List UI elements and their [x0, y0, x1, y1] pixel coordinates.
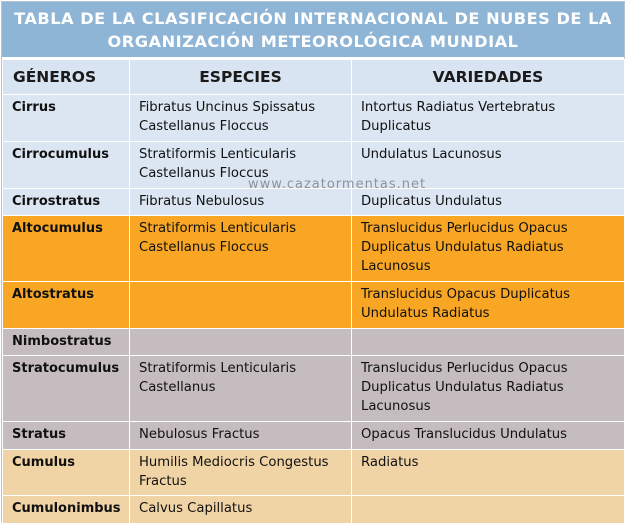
genus-cell: Nimbostratus [3, 329, 130, 356]
varieties-cell: Opacus Translucidus Undulatus [352, 422, 625, 450]
species-cell: Stratiformis Lenticularis Castellanus Floccus [130, 142, 352, 189]
table-row [3, 450, 625, 496]
genus-cell: Cumulus [3, 450, 130, 496]
species-cell: Fibratus Nebulosus [130, 189, 352, 216]
genus-cell: Cumulonimbus [3, 496, 130, 524]
genus-cell: Altostratus [3, 282, 130, 329]
table-row [3, 329, 625, 356]
varieties-cell [352, 496, 625, 524]
table-row [3, 356, 625, 422]
genus-cell: Cirrocumulus [3, 142, 130, 189]
genus-cell: Altocumulus [3, 216, 130, 282]
header-row [3, 60, 625, 95]
watermark-text: www.cazatormentas.net [248, 177, 427, 192]
table-title [2, 2, 624, 59]
varieties-cell: Translucidus Perlucidus Opacus Duplicatus Undulatus Radiatus Lacunosus [352, 356, 625, 422]
header-genus: GÉNEROS [3, 60, 130, 95]
species-cell: Humilis Mediocris Congestus Fractus [130, 450, 352, 496]
varieties-cell: Intortus Radiatus Vertebratus Duplicatus [352, 95, 625, 142]
varieties-cell: Translucidus Opacus Duplicatus Undulatus Radiatus [352, 282, 625, 329]
species-cell [130, 329, 352, 356]
cloud-classification-table [2, 59, 625, 524]
title-line-1: TABLA DE LA CLASIFICACIÓN INTERNACIONAL DE NUBES DE LA [14, 9, 612, 28]
species-cell: Calvus Capillatus [130, 496, 352, 524]
species-cell [130, 282, 352, 329]
table-row [3, 496, 625, 524]
title-line-2: ORGANIZACIÓN METEOROLÓGICA MUNDIAL [107, 32, 519, 51]
species-cell: Nebulosus Fractus [130, 422, 352, 450]
varieties-cell: Undulatus Lacunosus [352, 142, 625, 189]
genus-cell: Stratus [3, 422, 130, 450]
species-cell: Stratiformis Lenticularis Castellanus [130, 356, 352, 422]
varieties-cell: Translucidus Perlucidus Opacus Duplicatus Undulatus Radiatus Lacunosus [352, 216, 625, 282]
varieties-cell [352, 329, 625, 356]
header-varieties: VARIEDADES [352, 60, 625, 95]
genus-cell: Stratocumulus [3, 356, 130, 422]
varieties-cell: Radiatus [352, 450, 625, 496]
table-row [3, 282, 625, 329]
table-row [3, 95, 625, 142]
table-row [3, 216, 625, 282]
table-row [3, 422, 625, 450]
header-species: ESPECIES [130, 60, 352, 95]
genus-cell: Cirrostratus [3, 189, 130, 216]
genus-cell: Cirrus [3, 95, 130, 142]
varieties-cell: Duplicatus Undulatus [352, 189, 625, 216]
table-row [3, 189, 625, 216]
species-cell: Stratiformis Lenticularis Castellanus Floccus [130, 216, 352, 282]
cloud-classification-table-frame [1, 1, 625, 522]
species-cell: Fibratus Uncinus Spissatus Castellanus Floccus [130, 95, 352, 142]
